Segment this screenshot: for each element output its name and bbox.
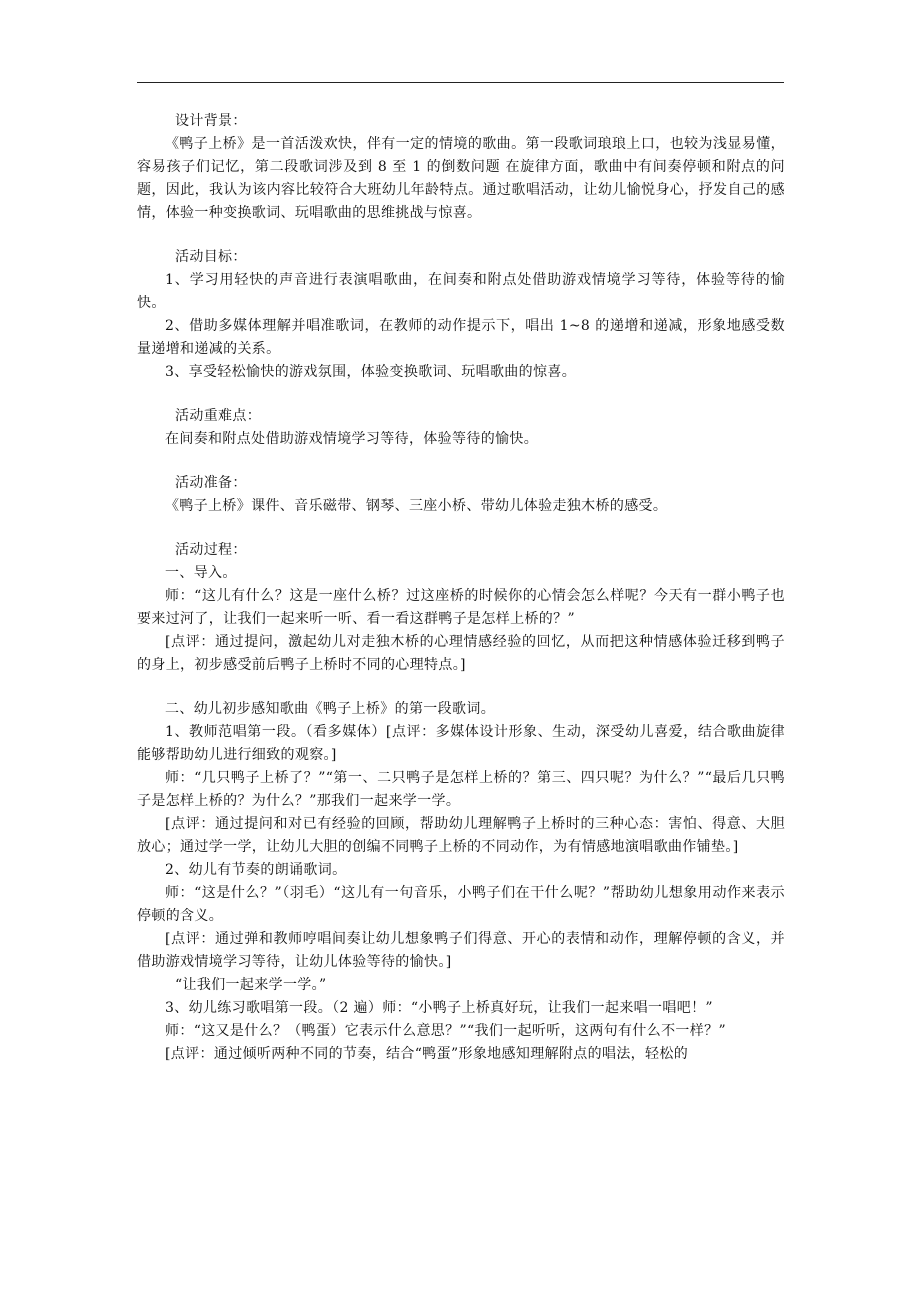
header-rule — [137, 82, 784, 83]
goal-item-1: 1、学习用轻快的声音进行表演唱歌曲，在间奏和附点处借助游戏情境学习等待，体验等待的愉快。 — [137, 272, 785, 311]
process-step-2-1-teacher: 师：“几只鸭子上桥了？”“第一、二只鸭子是怎样上桥的？第三、四只呢？为什么？”“最后几只鸭子是怎样上桥的？为什么？”那我们一起来学一学。 — [137, 770, 785, 809]
section-heading-goals: 活动目标： — [175, 249, 247, 265]
document-body — [137, 110, 785, 1066]
process-step-2-2-line: “让我们一起来学一学。” — [175, 977, 327, 993]
section-heading-process: 活动过程： — [175, 542, 247, 558]
process-step-2-2-comment: [点评：通过弹和教师哼唱间奏让幼儿想象鸭子们得意、开心的表情和动作，理解停顿的含义，并借助游戏情境学习等待，让幼儿体验等待的愉快。] — [137, 931, 785, 970]
process-step-1-comment: [点评：通过提问，激起幼儿对走独木桥的心理情感经验的回忆，从而把这种情感体验迁移到鸭子的身上，初步感受前后鸭子上桥时不同的心理特点。] — [137, 634, 785, 673]
process-step-2-2: 2、幼儿有节奏的朗诵歌词。 — [165, 862, 347, 878]
spacer — [137, 518, 785, 539]
goal-item-3: 3、享受轻松愉快的游戏氛围，体验变换歌词、玩唱歌曲的惊喜。 — [165, 364, 577, 380]
process-step-2-3-comment: [点评：通过倾听两种不同的节奏，结合“鸭蛋”形象地感知理解附点的唱法，轻松的 — [165, 1046, 689, 1062]
process-step-2: 二、幼儿初步感知歌曲《鸭子上桥》的第一段歌词。 — [165, 701, 496, 717]
spacer — [137, 451, 785, 472]
goal-item-2: 2、借助多媒体理解并唱准歌词，在教师的动作提示下，唱出 1~8 的递增和递减，形象地感受数量递增和递减的关系。 — [137, 318, 785, 357]
paragraph-preparation: 《鸭子上桥》课件、音乐磁带、钢琴、三座小桥、带幼儿体验走独木桥的感受。 — [165, 498, 668, 514]
paragraph-key-points: 在间奏和附点处借助游戏情境学习等待，体验等待的愉快。 — [165, 431, 539, 447]
process-step-2-1-comment: [点评：通过提问和对已有经验的回顾，帮助幼儿理解鸭子上桥时的三种心态：害怕、得意、大胆放心；通过学一学，让幼儿大胆的创编不同鸭子上桥的不同动作，为有情感地演唱歌曲作铺垫。] — [137, 816, 785, 855]
process-step-1: 一、导入。 — [165, 565, 237, 581]
spacer — [137, 384, 785, 405]
section-heading-key-points: 活动重难点： — [175, 408, 262, 424]
paragraph-background: 《鸭子上桥》是一首活泼欢快，伴有一定的情境的歌曲。第一段歌词琅琅上口，也较为浅显易懂，容易孩子们记忆，第二段歌词涉及到 8 至 1 的倒数问题 在旋律方面，歌曲中有间奏停顿和附点的问题，因此，我认为该内容比较符合大班幼儿年龄特点。通过歌唱活动，让幼儿愉悦身心，抒发自己的感情，体验一种变换歌词、玩唱歌曲的思维挑战与惊喜。 — [137, 136, 785, 221]
process-step-1-teacher: 师：“这儿有什么？这是一座什么桥？过这座桥的时候你的心情会怎么样呢？今天有一群小鸭子也要来过河了，让我们一起来听一听、看一看这群鸭子是怎样上桥的？” — [137, 588, 785, 627]
spacer — [137, 677, 785, 698]
process-step-2-1: 1、教师范唱第一段。（看多媒体）[点评：多媒体设计形象、生动，深受幼儿喜爱，结合歌曲旋律能够帮助幼儿进行细致的观察。] — [137, 724, 785, 763]
spacer — [137, 225, 785, 246]
section-heading-preparation: 活动准备： — [175, 475, 247, 491]
section-heading-background: 设计背景： — [175, 113, 247, 129]
process-step-2-3: 3、幼儿练习歌唱第一段。（2 遍）师：“小鸭子上桥真好玩，让我们一起来唱一唱吧！” — [165, 1000, 713, 1016]
process-step-2-2-teacher: 师：“这是什么？”（羽毛）“这儿有一句音乐，小鸭子们在干什么呢？”帮助幼儿想象用动作来表示停顿的含义。 — [137, 885, 785, 924]
process-step-2-3-teacher: 师：“这又是什么？（鸭蛋）它表示什么意思？”“我们一起听听，这两句有什么不一样？” — [165, 1023, 726, 1039]
